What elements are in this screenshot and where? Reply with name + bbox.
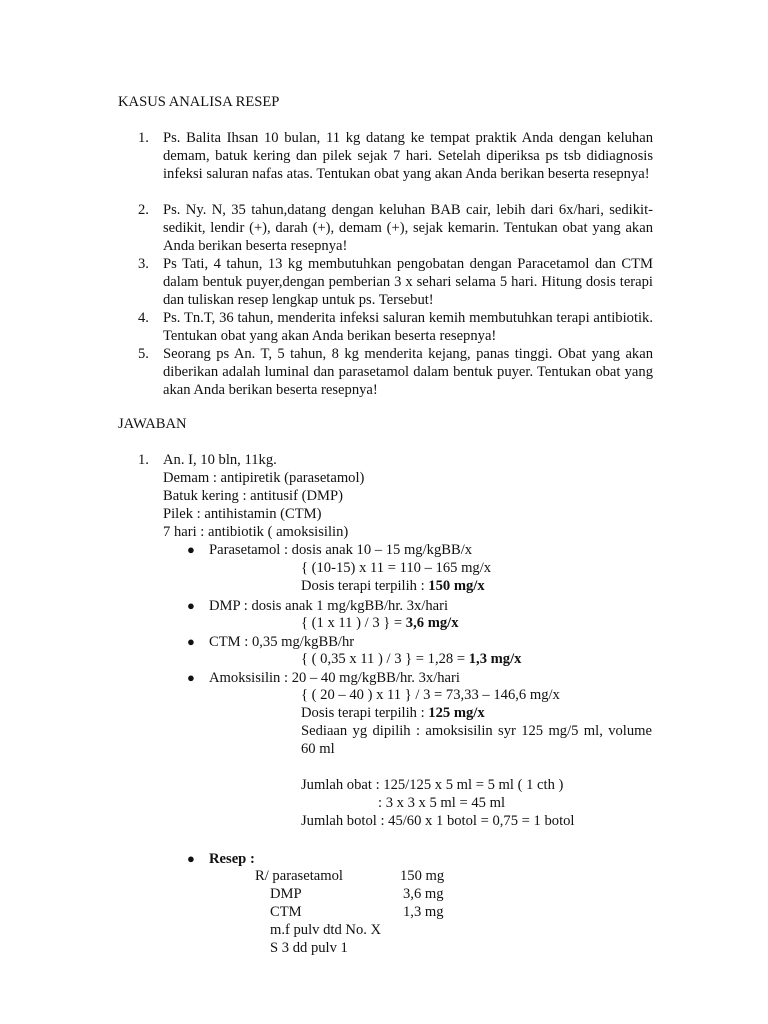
amoksisilin-chosen [301,704,485,722]
case-text: Ps. Tn.T, 36 tahun, menderita infeksi saluran kemih membutuhkan terapi antibiotik. Tentukan obat yang akan Anda berikan beserta resepnya! [163,310,653,344]
ctm-label: CTM : 0,35 mg/kgBB/hr [209,634,355,650]
case-number: 3. [138,256,149,272]
parasetamol-chosen [301,577,485,595]
ctm-calc [301,650,521,668]
case-number: 2. [138,202,149,218]
amoksisilin-label: Amoksisilin : 20 – 40 mg/kgBB/hr. 3x/hari [209,670,460,686]
resep-signa: S 3 dd pulv 1 [270,940,348,956]
jumlah-botol: Jumlah botol : 45/60 x 1 botol = 0,75 = 1 botol [301,813,575,829]
resep-heading-text: Resep : [209,851,255,867]
calc-value: 3,6 mg/x [405,615,459,631]
document-title: KASUS ANALISA RESEP [118,94,280,110]
chosen-prefix: Dosis terapi terpilih : [301,705,429,721]
dmp-label: DMP : dosis anak 1 mg/kgBB/hr. 3x/hari [209,598,449,614]
answer-line: Pilek : antihistamin (CTM) [163,506,322,522]
chosen-value: 150 mg/x [428,578,485,594]
case-text: Ps Tati, 4 tahun, 13 kg membutuhkan pengobatan dengan Paracetamol dan CTM dalam bentuk puyer,dengan pemberian 3 x sehari selama 5 hari. Hitung dosis terapi dan tuliskan resep lengkap untuk ps. Tersebut! [163,256,653,308]
resep-mf: m.f pulv dtd No. X [270,922,382,938]
case-text: Seorang ps An. T, 5 tahun, 8 kg menderita kejang, panas tinggi. Obat yang akan diberikan adalah luminal dan parasetamol dalam bentuk puyer. Tentukan obat yang akan Anda berikan beserta resepnya! [163,346,653,398]
bullet-icon: ● [187,670,195,685]
bullet-icon: ● [187,634,195,649]
jumlah-obat-cont: : 3 x 3 x 5 ml = 45 ml [378,795,506,811]
parasetamol-label: Parasetamol : dosis anak 10 – 15 mg/kgBB/x [209,542,473,558]
resep-item-dose: 150 mg [400,868,445,884]
resep-item-dose: 3,6 mg [403,886,444,902]
answer-heading: JAWABAN [118,416,187,432]
answer-number: 1. [138,452,149,468]
case-text: Ps. Ny. N, 35 tahun,datang dengan keluhan BAB cair, lebih dari 6x/hari, sedikit-sedikit, lendir (+), darah (+), demam (+), sejak kemarin. Tentukan obat yang akan Anda berikan beserta resepnya! [163,202,653,254]
resep-item-name: DMP [270,886,302,902]
chosen-prefix: Dosis terapi terpilih : [301,578,429,594]
chosen-value: 125 mg/x [428,705,485,721]
jumlah-obat: Jumlah obat : 125/125 x 5 ml = 5 ml ( 1 cth ) [301,777,564,793]
answer-line: An. I, 10 bln, 11kg. [163,452,277,468]
bullet-icon: ● [187,542,195,557]
case-number: 5. [138,346,149,362]
amoksisilin-calc: { ( 20 – 40 ) x 11 } / 3 = 73,33 – 146,6 mg/x [301,687,560,703]
amoksisilin-sediaan: Sediaan yg dipilih : amoksisilin syr 125 mg/5 ml, volume 60 ml [301,723,652,757]
resep-heading [209,850,255,868]
bullet-icon: ● [187,851,195,866]
resep-item-name: CTM [270,904,302,920]
case-number: 4. [138,310,149,326]
calc-value: 1,3 mg/x [468,651,522,667]
answer-line: Batuk kering : antitusif (DMP) [163,488,343,504]
case-text: Ps. Balita Ihsan 10 bulan, 11 kg datang ke tempat praktik Anda dengan keluhan demam, batuk kering dan pilek sejak 7 hari. Setelah diperiksa ps tsb didiagnosis infeksi saluran nafas atas. Tentukan obat yang akan Anda berikan beserta resepnya! [163,130,653,182]
calc-prefix: { (1 x 11 ) / 3 } = [301,615,406,631]
parasetamol-calc: { (10-15) x 11 = 110 – 165 mg/x [301,560,492,576]
dmp-calc [301,614,459,632]
answer-line: Demam : antipiretik (parasetamol) [163,470,365,486]
resep-item-dose: 1,3 mg [403,904,444,920]
case-number: 1. [138,130,149,146]
resep-item-name: R/ parasetamol [255,868,343,884]
bullet-icon: ● [187,598,195,613]
calc-prefix: { ( 0,35 x 11 ) / 3 } = 1,28 = [301,651,469,667]
answer-line: 7 hari : antibiotik ( amoksisilin) [163,524,349,540]
